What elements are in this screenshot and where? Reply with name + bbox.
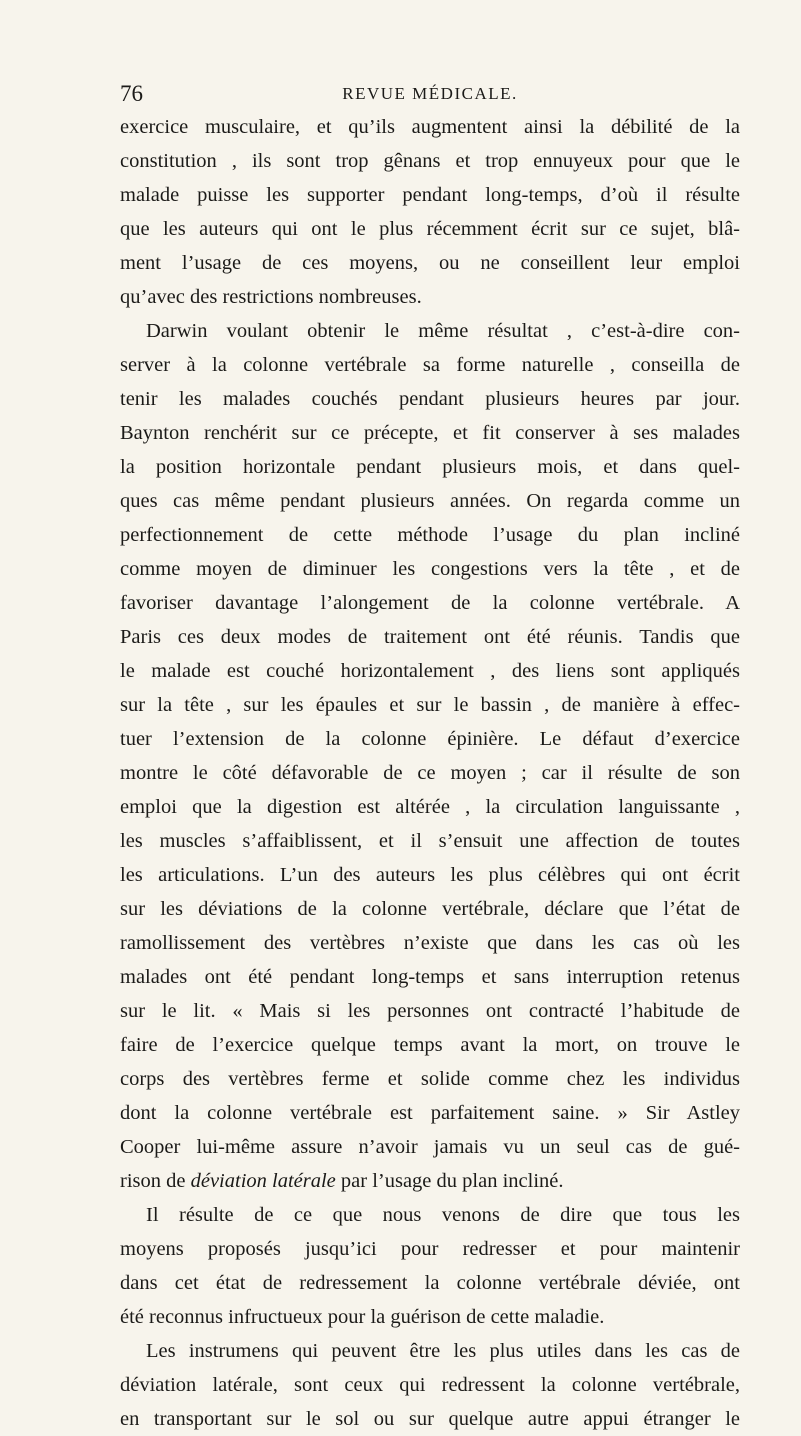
italic-term: déviation latérale bbox=[190, 1170, 336, 1192]
text-line: dont la colonne vertébrale est parfaitement saine. » Sir Astley bbox=[120, 1102, 740, 1124]
text-line: sur les déviations de la colonne vertébrale, déclare que l’état de bbox=[120, 898, 740, 920]
text-line: tenir les malades couchés pendant plusieurs heures par jour. bbox=[120, 388, 740, 410]
page-number: 76 bbox=[120, 81, 143, 106]
text-line: la position horizontale pendant plusieurs mois, et dans quel- bbox=[120, 456, 740, 478]
text-line: montre le côté défavorable de ce moyen ; car il résulte de son bbox=[120, 762, 740, 784]
text-line: été reconnus infructueux pour la guérison de cette maladie. bbox=[120, 1306, 605, 1328]
text-fragment: par l’usage du plan incliné. bbox=[335, 1170, 564, 1192]
text-line: déviation latérale, sont ceux qui redressent la colonne vertébrale, bbox=[120, 1374, 740, 1396]
text-line: faire de l’exercice quelque temps avant la mort, on trouve le bbox=[120, 1034, 740, 1056]
text-line: malades ont été pendant long-temps et sans interruption retenus bbox=[120, 966, 740, 988]
running-title: REVUE MÉDICALE. bbox=[342, 84, 518, 103]
text-line: Cooper lui-même assure n’avoir jamais vu un seul cas de gué- bbox=[120, 1136, 740, 1158]
text-line: Les instrumens qui peuvent être les plus utiles dans les cas de bbox=[146, 1340, 740, 1362]
text-line: sur la tête , sur les épaules et sur le bassin , de manière à effec- bbox=[120, 694, 740, 716]
text-line: favoriser davantage l’alongement de la colonne vertébrale. A bbox=[120, 592, 740, 614]
text-line: exercice musculaire, et qu’ils augmentent ainsi la débilité de la bbox=[120, 116, 740, 138]
text-line: Baynton renchérit sur ce précepte, et fit conserver à ses malades bbox=[120, 422, 740, 444]
text-line-with-italic bbox=[120, 1164, 740, 1198]
text-line: Paris ces deux modes de traitement ont été réunis. Tandis que bbox=[120, 626, 740, 648]
text-line: moyens proposés jusqu’ici pour redresser et pour maintenir bbox=[120, 1238, 740, 1260]
text-line: que les auteurs qui ont le plus récemment écrit sur ce sujet, blâ- bbox=[120, 218, 740, 240]
text-line: dans cet état de redressement la colonne vertébrale déviée, ont bbox=[120, 1272, 740, 1294]
text-line: qu’avec des restrictions nombreuses. bbox=[120, 286, 422, 308]
text-line: les muscles s’affaiblissent, et il s’ensuit une affection de toutes bbox=[120, 830, 740, 852]
text-line: tuer l’extension de la colonne épinière. Le défaut d’exercice bbox=[120, 728, 740, 750]
text-line: le malade est couché horizontalement , des liens sont appliqués bbox=[120, 660, 740, 682]
text-line: en transportant sur le sol ou sur quelque autre appui étranger le bbox=[120, 1408, 740, 1430]
text-line: perfectionnement de cette méthode l’usage du plan incliné bbox=[120, 524, 740, 546]
text-line: sur le lit. « Mais si les personnes ont contracté l’habitude de bbox=[120, 1000, 740, 1022]
text-line: ment l’usage de ces moyens, ou ne conseillent leur emploi bbox=[120, 252, 740, 274]
text-line: Darwin voulant obtenir le même résultat , c’est-à-dire con- bbox=[146, 320, 740, 342]
text-line: constitution , ils sont trop gênans et trop ennuyeux pour que le bbox=[120, 150, 740, 172]
text-line: malade puisse les supporter pendant long-temps, d’où il résulte bbox=[120, 184, 740, 206]
page-header bbox=[120, 80, 740, 108]
text-line: les articulations. L’un des auteurs les plus célèbres qui ont écrit bbox=[120, 864, 740, 886]
text-line: server à la colonne vertébrale sa forme naturelle , conseilla de bbox=[120, 354, 740, 376]
text-line: emploi que la digestion est altérée , la circulation languissante , bbox=[120, 796, 740, 818]
text-line: ramollissement des vertèbres n’existe que dans les cas où les bbox=[120, 932, 740, 954]
text-line: ques cas même pendant plusieurs années. On regarda comme un bbox=[120, 490, 740, 512]
text-fragment: rison de bbox=[120, 1170, 191, 1192]
text-line: Il résulte de ce que nous venons de dire que tous les bbox=[146, 1204, 740, 1226]
text-line: comme moyen de diminuer les congestions vers la tête , et de bbox=[120, 558, 740, 580]
body-text bbox=[120, 110, 740, 1436]
text-line: corps des vertèbres ferme et solide comme chez les individus bbox=[120, 1068, 740, 1090]
